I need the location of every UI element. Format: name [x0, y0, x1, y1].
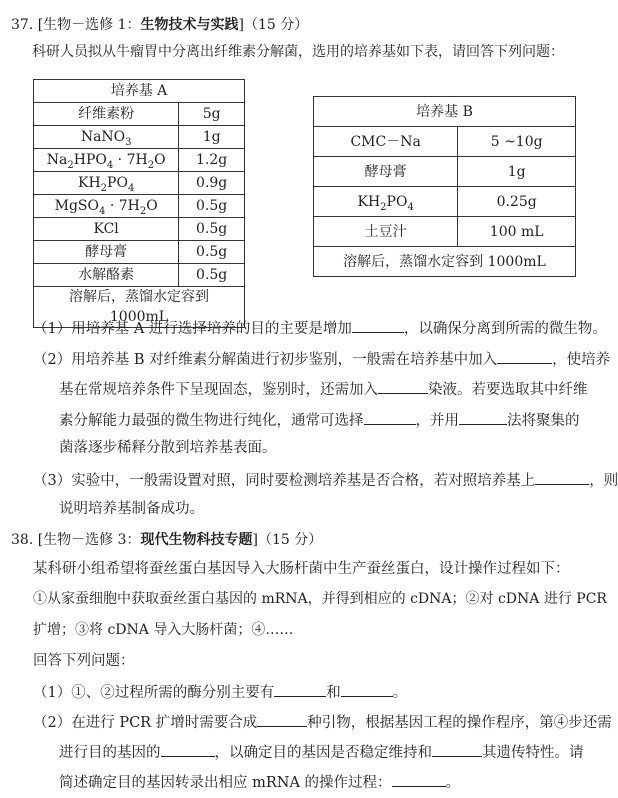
- ingredient-name: KCl: [34, 218, 179, 241]
- ingredient-name: $Na_2HPO_4 \cdot 7H_2O$: [34, 149, 179, 172]
- q38-sub1: [33, 682, 407, 702]
- ingredient-name: MgSO$_4$ · $7H_2O$: [34, 195, 179, 218]
- medium-b-footer: 溶解后，蒸馏水定容到 1000mL: [314, 247, 576, 277]
- q38-number: 38.: [11, 532, 34, 548]
- q37-sub2-text: ，使培养: [552, 352, 611, 368]
- q38-sub1-text: 。: [392, 685, 408, 701]
- ingredient-name: 酵母膏: [34, 241, 179, 264]
- ingredient-amount: 0.5g: [179, 241, 245, 264]
- answer-blank: [459, 410, 507, 425]
- q37-sub2-text: 染液。若要选取其中纤维: [428, 382, 588, 398]
- medium-a-footer: 溶解后，蒸馏水定容到 1000mL: [34, 287, 245, 328]
- ingredient-amount: 0.5g: [179, 218, 245, 241]
- answer-blank: [352, 318, 404, 333]
- q38-sub2-line2: [59, 742, 584, 762]
- q38-sub2-text: ，以确定目的基因是否稳定维持和: [214, 745, 432, 761]
- q37-sub2-text: 素分解能力最强的微生物进行纯化，通常可选择: [59, 413, 364, 429]
- q38-title-topic: 现代生物科技专题: [140, 532, 253, 548]
- q38-title-suffix: ]（15 分）: [252, 532, 323, 548]
- ingredient-amount: 5 ~10g: [458, 127, 576, 157]
- q37-sub3-line1: [33, 470, 618, 490]
- q38-steps-line2: 扩增；③将 cDNA 导入大肠杆菌；④……: [33, 622, 294, 638]
- q38-sub2-line3: [59, 772, 460, 792]
- answer-blank: [497, 349, 552, 364]
- table-row: [34, 218, 245, 241]
- ingredient-amount: 1.2g: [179, 149, 245, 172]
- q38-header: [11, 531, 322, 549]
- ingredient-amount: 1g: [179, 126, 245, 149]
- ingredient-amount: 5g: [179, 103, 245, 126]
- table-row: [314, 157, 576, 187]
- q38-title-prefix: [生物－选修 3：: [37, 532, 141, 548]
- answer-blank: [364, 410, 416, 425]
- q38-sub1-text: （1）①、②过程所需的酶分别主要有: [33, 685, 275, 701]
- q37-number: 37.: [11, 17, 34, 33]
- q38-steps-line1: ①从家蚕细胞中获取蚕丝蛋白基因的 mRNA，并得到相应的 cDNA；②对 cDNA 进行 PCR: [33, 591, 607, 607]
- table-row: [34, 149, 245, 172]
- ingredient-name: NaNO$_3$: [34, 126, 179, 149]
- answer-blank: [432, 742, 482, 757]
- answer-blank: [378, 379, 428, 394]
- q38-sub2-text: （2）在进行 PCR 扩增时需要合成: [33, 715, 258, 731]
- table-row: [314, 127, 576, 157]
- ingredient-name: $KH_2PO_4$: [34, 172, 179, 195]
- answer-blank: [257, 712, 307, 727]
- table-row: [314, 217, 576, 247]
- table-row: [34, 241, 245, 264]
- q38-sub1-text: 和: [326, 685, 341, 701]
- ingredient-name: CMC－Na: [314, 127, 458, 157]
- q37-sub2-text: 基在常规培养条件下呈现固态，鉴别时，还需加入: [59, 382, 378, 398]
- q37-title-prefix: [生物－选修 1：: [37, 17, 141, 33]
- answer-blank: [341, 682, 393, 697]
- q37-sub2-text: ，并用: [415, 413, 459, 429]
- q37-sub1: [33, 318, 607, 338]
- ingredient-amount: 0.25g: [458, 187, 576, 217]
- table-row: [314, 187, 576, 217]
- q37-sub3-text: （3）实验中，一般需设置对照，同时要检测培养基是否合格，若对照培养基上: [33, 473, 536, 489]
- q37-sub3-line2: 说明培养基制备成功。: [59, 501, 204, 517]
- q37-sub2-line4: 菌落逐步稀释分散到培养基表面。: [59, 440, 277, 456]
- ingredient-name: 酵母膏: [314, 157, 458, 187]
- medium-a-table: [33, 79, 245, 328]
- q37-intro: 科研人员拟从牛瘤胃中分离出纤维素分解菌，选用的培养基如下表，请回答下列问题：: [32, 44, 564, 60]
- q37-sub1-text: （1）用培养基 A 进行选择培养的目的主要是增加: [33, 321, 352, 337]
- q37-title-suffix: ]（15 分）: [238, 17, 309, 33]
- q38-sub2-text: 简述确定目的基因转录出相应 mRNA 的操作过程：: [59, 775, 392, 791]
- table-row: [34, 103, 245, 126]
- ingredient-name: 纤维素粉: [34, 103, 179, 126]
- q37-sub2-line1: [33, 349, 610, 369]
- q38-answer-intro: 回答下列问题：: [33, 653, 135, 669]
- table-row: [34, 172, 245, 195]
- ingredient-name: $KH_2PO_4$: [314, 187, 458, 217]
- q37-sub2-line2: [59, 379, 588, 399]
- q37-header: [11, 16, 308, 34]
- q38-sub2-text: 其遗传特性。请: [482, 745, 584, 761]
- medium-b-title: 培养基 B: [314, 97, 576, 127]
- answer-blank: [274, 682, 326, 697]
- ingredient-amount: 1g: [458, 157, 576, 187]
- q38-sub2-line1: [33, 712, 612, 732]
- answer-blank: [392, 772, 446, 787]
- q37-sub2-text: （2）用培养基 B 对纤维素分解菌进行初步鉴别，一般需在培养基中加入: [33, 352, 498, 368]
- q37-sub2-line3: [59, 410, 580, 430]
- q37-title-topic: 生物技术与实践: [140, 17, 239, 33]
- table-row: [34, 264, 245, 287]
- q37-sub1-text-end: ，以确保分离到所需的微生物。: [403, 321, 607, 337]
- medium-b-table: [313, 96, 576, 277]
- ingredient-amount: 100 mL: [458, 217, 576, 247]
- table-row: [34, 126, 245, 149]
- q37-sub2-text: 法将聚集的: [507, 413, 580, 429]
- ingredient-amount: 0.5g: [179, 195, 245, 218]
- q38-sub2-text: 。: [445, 775, 461, 791]
- table-row: [34, 195, 245, 218]
- ingredient-amount: 0.9g: [179, 172, 245, 195]
- answer-blank: [535, 470, 589, 485]
- ingredient-amount: 0.5g: [179, 264, 245, 287]
- answer-blank: [161, 742, 215, 757]
- q38-sub2-text: 进行目的基因的: [59, 745, 161, 761]
- q38-intro: 某科研小组希望将蚕丝蛋白基因导入大肠杆菌中生产蚕丝蛋白，设计操作过程如下：: [33, 561, 570, 577]
- ingredient-name: 水解酪素: [34, 264, 179, 287]
- q38-sub2-text: 种引物，根据基因工程的操作程序，第④步还需: [307, 715, 612, 731]
- medium-a-title: 培养基 A: [34, 80, 245, 103]
- q37-sub3-text: ，则: [589, 473, 618, 489]
- ingredient-name: 土豆汁: [314, 217, 458, 247]
